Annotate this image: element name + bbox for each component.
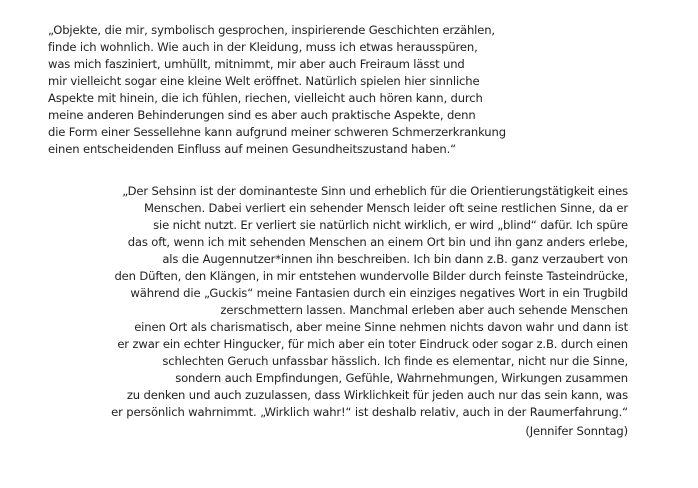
quote-line: mir vielleicht sogar eine kleine Welt eröffnet. Natürlich spielen hier sinnliche (48, 74, 480, 88)
quote-line: sie nicht nutzt. Er verliert sie natürlich nicht wirklich, er wird „blind“ dafür. Ich spüre (153, 218, 628, 232)
quote-line: „Objekte, die mir, symbolisch gesprochen, inspirierende Geschichten erzählen, (48, 23, 495, 37)
quote-line: er zwar ein echter Hingucker, für mich aber ein toter Eindruck oder sogar z.B. durch einen (117, 337, 628, 351)
quote-line: Menschen. Dabei verliert ein sehender Mensch leider oft seine restlichen Sinne, da er (143, 201, 628, 215)
quote-line: sondern auch Empfindungen, Gefühle, Wahrnehmungen, Wirkungen zusammen (175, 371, 628, 385)
quote-line: die Form einer Sessellehne kann aufgrund meiner schweren Schmerzerkrankung (48, 125, 506, 139)
quote-line: zerschmettern lassen. Manchmal erleben aber auch sehende Menschen (220, 303, 628, 317)
quote-line: finde ich wohnlich. Wie auch in der Kleidung, muss ich etwas herausspüren, (48, 40, 478, 54)
quote-line: zu denken und auch zuzulassen, dass Wirklichkeit für jeden auch nur das sein kann, was (126, 388, 628, 402)
quote-line: was mich fasziniert, umhüllt, mitnimmt, mir aber auch Freiraum lässt und (48, 57, 465, 71)
quote-line: als die Augennutzer*innen ihn beschreiben. Ich bin dann z.B. ganz verzaubert von (162, 252, 628, 266)
quote-block-objects (48, 22, 506, 158)
quote-line: den Düften, den Klängen, in mir entstehen wundervolle Bilder durch feinste Tasteindrücke, (114, 269, 628, 283)
quote-line: das oft, wenn ich mit sehenden Menschen an einem Ort bin und ihn ganz anders erlebe, (127, 235, 628, 249)
quote-line: schlechten Geruch unfassbar hässlich. Ich finde es elementar, nicht nur die Sinne, (162, 354, 628, 368)
quote-line: einen entscheidenden Einfluss auf meinen Gesundheitszustand haben.“ (48, 142, 457, 156)
quote-attribution: (Jennifer Sonntag) (525, 424, 628, 438)
quote-line: einen Ort als charismatisch, aber meine Sinne nehmen nichts davon wahr und dann ist (134, 320, 628, 334)
quote-line: während die „Guckis“ meine Fantasien durch ein einziges negatives Wort in ein Trugbild (130, 286, 628, 300)
quote-line: „Der Sehsinn ist der dominanteste Sinn und erheblich für die Orientierungstätigkeit eines (122, 184, 628, 198)
quote-line: er persönlich wahrnimmt. „Wirklich wahr!“ ist deshalb relativ, auch in der Raumerfahrung.“ (111, 405, 628, 419)
quote-line: Aspekte mit hinein, die ich fühlen, riechen, vielleicht auch hören kann, durch (48, 91, 483, 105)
quote-line: meine anderen Behinderungen sind es aber auch praktische Aspekte, denn (48, 108, 476, 122)
quote-block-senses (111, 183, 628, 421)
